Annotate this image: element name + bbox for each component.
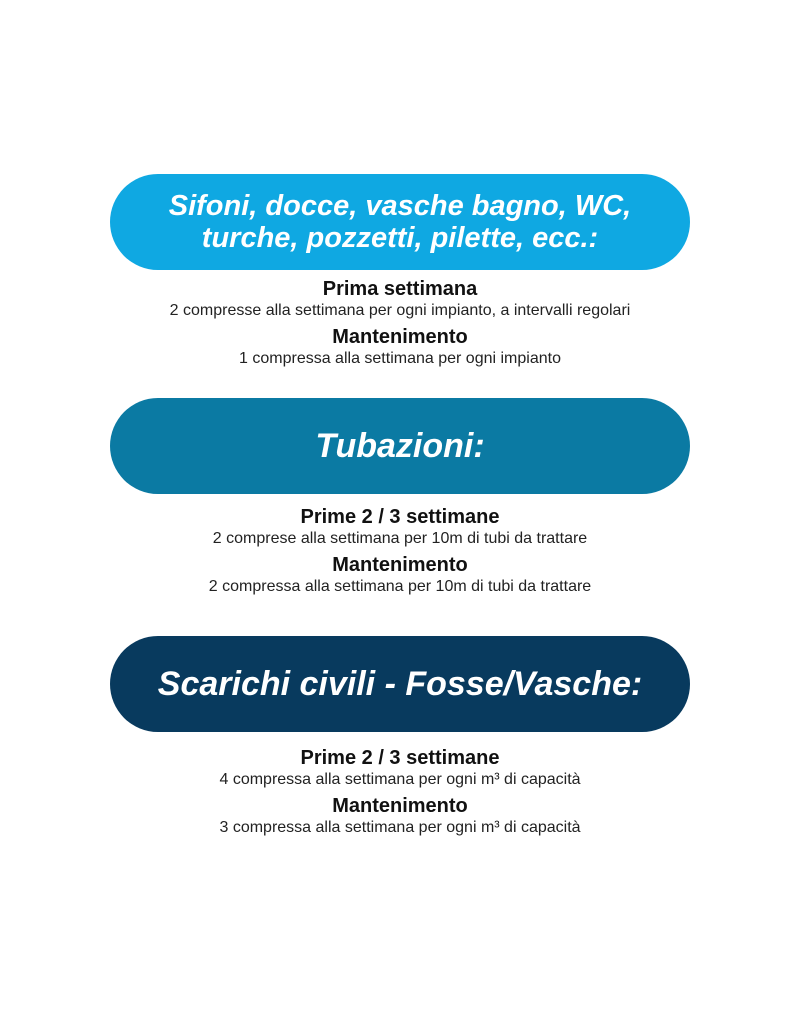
phase-description: 1 compressa alla settimana per ogni impianto xyxy=(239,350,561,367)
section-title-sifoni xyxy=(110,174,690,270)
section-instructions-scarichi xyxy=(0,746,800,842)
phase-description: 4 compressa alla settimana per ogni m³ di capacità xyxy=(219,771,581,788)
section-instructions-tubazioni xyxy=(0,505,800,601)
section-title-line: Sifoni, docce, vasche bagno, WC, xyxy=(168,190,632,222)
phase-description: 2 compressa alla settimana per 10m di tubi da trattare xyxy=(208,578,592,595)
phase-heading: Mantenimento xyxy=(332,554,468,576)
phase-description: 2 compresse alla settimana per ogni impianto, a intervalli regolari xyxy=(169,302,631,319)
section-title-line: turche, pozzetti, pilette, ecc.: xyxy=(201,222,599,254)
phase-heading: Mantenimento xyxy=(332,795,468,817)
section-instructions-sifoni xyxy=(0,277,800,373)
section-title-line: Tubazioni: xyxy=(315,427,485,465)
section-title-line: Scarichi civili - Fosse/Vasche: xyxy=(157,665,643,703)
phase-heading: Prima settimana xyxy=(322,278,478,300)
phase-heading: Prime 2 / 3 settimane xyxy=(300,747,500,769)
phase-heading: Mantenimento xyxy=(332,326,468,348)
phase-description: 2 comprese alla settimana per 10m di tubi da trattare xyxy=(212,530,588,547)
section-title-scarichi xyxy=(110,636,690,732)
phase-heading: Prime 2 / 3 settimane xyxy=(300,506,500,528)
phase-description: 3 compressa alla settimana per ogni m³ di capacità xyxy=(219,819,581,836)
section-title-tubazioni xyxy=(110,398,690,494)
